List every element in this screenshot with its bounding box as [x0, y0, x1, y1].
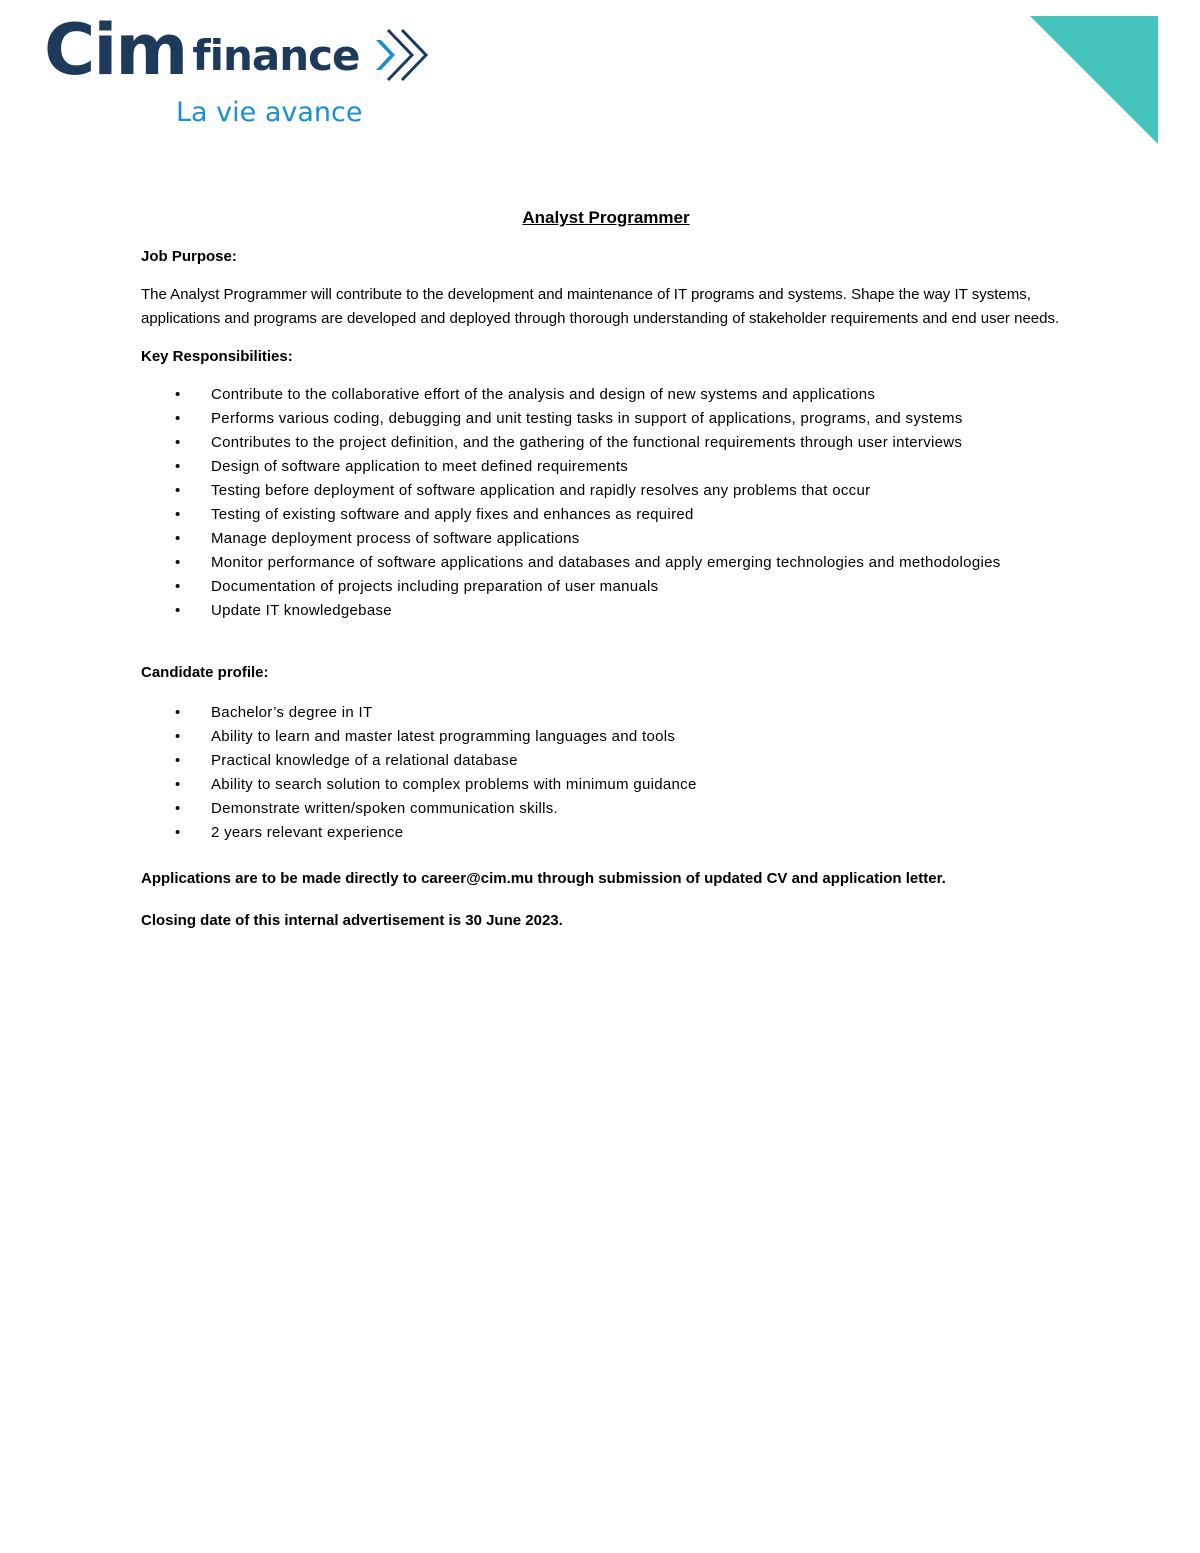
list-item: • Ability to search solution to complex problems with minimum guidance: [141, 773, 1071, 797]
list-item: • Monitor performance of software applications and databases and apply emerging technologies and methodologies: [141, 551, 1071, 575]
list-item: • Practical knowledge of a relational database: [141, 749, 1071, 773]
logo-brand-main: Cim: [44, 9, 187, 91]
job-purpose-text: The Analyst Programmer will contribute to the development and maintenance of IT programs and systems. Shape the way IT systems, applications and programs are developed and deployed through thorough understanding of stakeholder requirements and end user needs.: [141, 286, 1060, 327]
list-item: • 2 years relevant experience: [141, 821, 1071, 845]
candidate-profile-heading: Candidate profile:: [141, 664, 269, 681]
logo-wordmark: [44, 9, 360, 91]
list-item: • Ability to learn and master latest programming languages and tools: [141, 725, 1071, 749]
list-item: • Contribute to the collaborative effort of the analysis and design of new systems and applications: [141, 383, 1071, 407]
list-item: • Contributes to the project definition, and the gathering of the functional requirements through user interviews: [141, 431, 1071, 455]
key-responsibilities-heading: Key Responsibilities:: [141, 348, 293, 365]
list-item: • Manage deployment process of software applications: [141, 527, 1071, 551]
company-logo: [44, 9, 444, 132]
job-title: Analyst Programmer: [522, 208, 690, 227]
job-purpose-heading: Job Purpose:: [141, 248, 237, 265]
list-item: • Documentation of projects including preparation of user manuals: [141, 575, 1071, 599]
job-advertisement: [141, 205, 1071, 951]
list-item: • Performs various coding, debugging and unit testing tasks in support of applications, programs, and systems: [141, 407, 1071, 431]
list-item: • Testing of existing software and apply fixes and enhances as required: [141, 503, 1071, 527]
logo-tagline: La vie avance: [176, 97, 363, 128]
list-item: • Demonstrate written/spoken communication skills.: [141, 797, 1071, 821]
logo-brand-sub: finance: [192, 31, 360, 80]
list-item: • Testing before deployment of software application and rapidly resolves any problems that occur: [141, 479, 1071, 503]
corner-triangle-decoration: [1030, 16, 1158, 144]
list-item: • Design of software application to meet defined requirements: [141, 455, 1071, 479]
closing-date-note: Closing date of this internal advertisement is 30 June 2023.: [141, 912, 563, 929]
list-item: • Bachelor’s degree in IT: [141, 701, 1071, 725]
list-item: • Update IT knowledgebase: [141, 599, 1071, 623]
key-responsibilities-list: [141, 383, 1071, 623]
application-instructions: Applications are to be made directly to career@cim.mu through submission of updated CV and application letter.: [141, 870, 946, 887]
candidate-profile-list: [141, 701, 1071, 845]
chevrons-icon: [372, 22, 432, 88]
